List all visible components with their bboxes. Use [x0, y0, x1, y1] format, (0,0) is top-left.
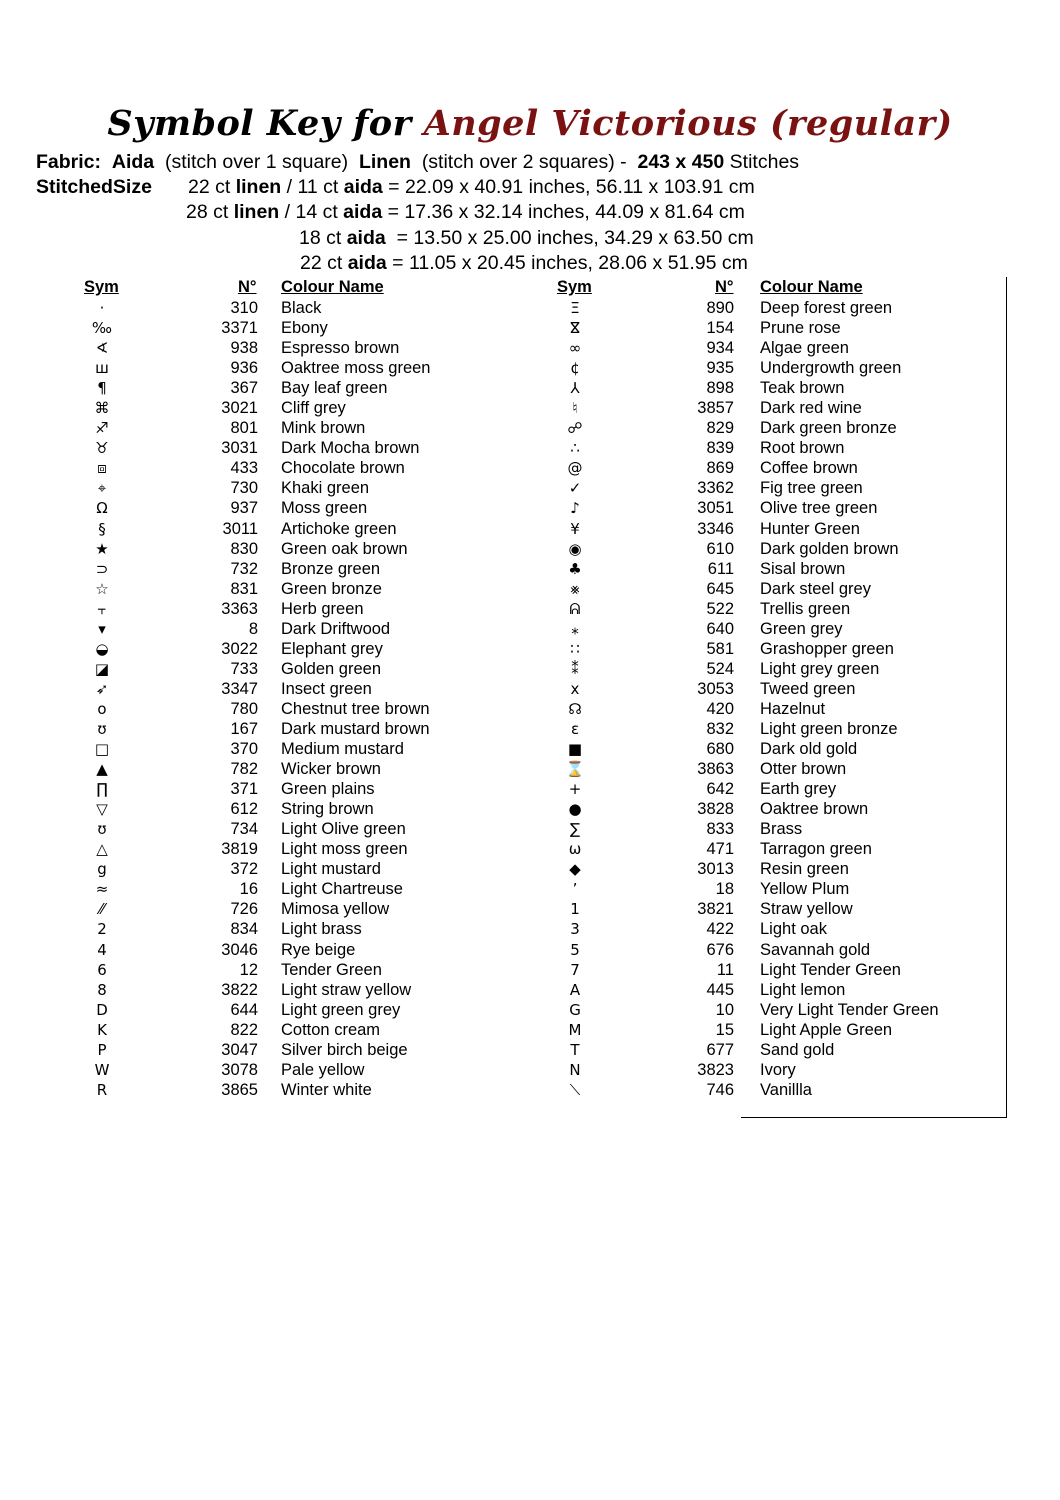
colour-name: Mimosa yellow [281, 900, 390, 919]
colour-name: Tender Green [281, 960, 382, 979]
colour-name: Cliff grey [281, 399, 346, 418]
size-text: = 22.09 x 40.91 inches, 56.11 x 103.91 cm [382, 176, 755, 198]
colour-name: Dark mustard brown [281, 719, 430, 738]
symbol-glyph: · [99, 299, 105, 317]
symbol-glyph: ∢ [95, 339, 109, 358]
size-text: = 17.36 x 32.14 inches, 44.09 x 81.64 cm [382, 201, 745, 223]
thread-number: 732 [230, 559, 258, 578]
thread-number: 422 [706, 920, 734, 939]
thread-number: 524 [706, 659, 734, 678]
colour-name: Dark steel grey [760, 579, 871, 598]
colour-name: Deep forest green [760, 299, 893, 317]
colour-name: Trellis green [760, 599, 851, 618]
colour-name: Resin green [760, 860, 849, 879]
thread-number: 734 [230, 820, 258, 839]
fabric-linen: Linen [358, 151, 411, 173]
colour-name: Grashopper green [760, 639, 894, 658]
symbol-glyph: ш [95, 359, 109, 378]
symbol-glyph: ⊃ [95, 559, 109, 578]
thread-number: 3047 [221, 1040, 258, 1059]
thread-number: 3828 [697, 800, 734, 819]
thread-number: 726 [230, 900, 258, 919]
colour-name: Chestnut tree brown [281, 699, 430, 718]
thread-number: 3051 [697, 499, 734, 518]
colour-name: Ivory [760, 1060, 796, 1079]
symbol-glyph: ʊ [97, 820, 107, 839]
symbol-glyph: R [96, 1080, 108, 1099]
thread-number: 938 [230, 339, 258, 358]
colour-name: Dark Driftwood [281, 619, 391, 638]
symbol-glyph: ⁄⁄ [99, 900, 105, 919]
thread-number: 16 [239, 880, 258, 899]
thread-number: 3046 [221, 940, 258, 959]
colour-name: Green grey [760, 619, 843, 638]
colour-name: Yellow Plum [760, 880, 850, 899]
symbol-glyph: D [96, 1000, 108, 1019]
colour-name: Hunter Green [760, 519, 860, 538]
fabric-label: Fabric: [36, 151, 102, 173]
thread-number: 522 [706, 599, 734, 618]
symbol-glyph: ⴵ [570, 319, 580, 338]
colour-name: Ebony [281, 319, 328, 338]
thread-number: 3857 [697, 399, 734, 418]
thread-number: 869 [706, 459, 734, 478]
thread-number: 3363 [221, 599, 258, 618]
stitched-size-line-2 [186, 200, 745, 224]
colour-name: Espresso brown [281, 339, 400, 358]
fabric-dims-suffix: Stitches [729, 151, 800, 173]
colour-name: Light straw yellow [281, 980, 412, 999]
size-text: / 11 ct [281, 176, 344, 198]
thread-number: 367 [230, 379, 258, 398]
symbol-glyph: ◆ [569, 860, 581, 879]
symbol-glyph: ⁑ [571, 659, 579, 678]
colour-name: Insect green [281, 679, 372, 698]
symbol-glyph: ♮ [572, 399, 578, 418]
colour-name: Light Olive green [281, 820, 406, 839]
colour-name: Dark green bronze [760, 419, 897, 438]
symbol-glyph: ♪ [570, 499, 580, 518]
thread-number: 310 [230, 299, 258, 317]
thread-number: 782 [230, 760, 258, 779]
size-text: 18 ct [299, 227, 347, 249]
symbol-glyph: g [97, 860, 107, 879]
thread-number: 676 [706, 940, 734, 959]
size-text: 28 ct [186, 201, 234, 223]
table-bottom-border [741, 1117, 1007, 1118]
colour-name: Herb green [281, 599, 364, 618]
thread-number: 3822 [221, 980, 258, 999]
colour-name: Oaktree moss green [281, 359, 431, 378]
colour-name: Artichoke green [281, 519, 397, 538]
colour-name: Light lemon [760, 980, 846, 999]
colour-name: Moss green [281, 499, 368, 518]
stitched-size-line-4 [300, 251, 748, 275]
symbol-glyph: ε [570, 719, 580, 738]
symbol-glyph: ⧈ [97, 459, 107, 478]
symbol-glyph: 4 [97, 940, 107, 959]
symbol-glyph: ⌖ [97, 479, 107, 498]
stitched-size-line-1 [36, 175, 755, 199]
thread-number: 471 [706, 840, 734, 859]
thread-number: 10 [715, 1000, 734, 1019]
header-num-right: N° [715, 278, 734, 296]
pattern-name: Angel Victorious (regular) [423, 103, 953, 144]
thread-number: 3053 [697, 679, 734, 698]
symbol-glyph: P [97, 1040, 107, 1059]
symbol-glyph: ★ [95, 539, 109, 558]
thread-number: 822 [230, 1020, 258, 1039]
thread-number: 834 [230, 920, 258, 939]
thread-number: 3021 [221, 399, 258, 418]
thread-number: 3821 [697, 900, 734, 919]
symbol-glyph: 1 [570, 900, 580, 919]
colour-name: Light brass [281, 920, 362, 939]
symbol-glyph: ¶ [97, 379, 107, 398]
symbol-glyph: + [568, 780, 582, 799]
colour-name: Light grey green [760, 659, 880, 678]
symbol-glyph: ☍ [567, 419, 583, 438]
thread-number: 839 [706, 439, 734, 458]
symbol-glyph: 5 [570, 940, 580, 959]
stitched-size-label: StitchedSize [36, 176, 152, 198]
symbol-glyph: ▽ [96, 800, 108, 819]
colour-name: Dark Mocha brown [281, 439, 420, 458]
size-fabric: linen [233, 201, 280, 223]
thread-number: 610 [706, 539, 734, 558]
thread-number: 730 [230, 479, 258, 498]
symbol-glyph: ➶ [95, 679, 109, 698]
symbol-glyph: 2 [97, 920, 107, 939]
thread-number: 3865 [221, 1080, 258, 1099]
title-prefix: Symbol Key for [107, 103, 412, 144]
size-fabric: aida [346, 227, 386, 249]
colour-name: Green bronze [281, 579, 382, 598]
header-num-left: N° [238, 278, 257, 296]
colour-name: Light green bronze [760, 719, 898, 738]
thread-number: 645 [706, 579, 734, 598]
size-text: = 11.05 x 20.45 inches, 28.06 x 51.95 cm [386, 252, 748, 274]
symbol-glyph: ¢ [570, 359, 580, 378]
thread-number: 3863 [697, 760, 734, 779]
symbol-glyph: @ [567, 459, 583, 478]
symbol-glyph: Ξ [570, 299, 580, 317]
thread-number: 371 [230, 780, 258, 799]
header-name-right: Colour Name [760, 278, 863, 296]
symbol-glyph: T [570, 1040, 580, 1059]
colour-name: Hazelnut [760, 699, 826, 718]
fabric-aida: Aida [111, 151, 155, 173]
thread-number: 11 [716, 960, 734, 979]
colour-name: Straw yellow [760, 900, 853, 919]
colour-name: Light moss green [281, 840, 408, 859]
colour-name: Very Light Tender Green [760, 1000, 939, 1019]
colour-name: Green plains [281, 780, 375, 799]
colour-name: Black [281, 299, 322, 317]
symbol-glyph: ⅄ [570, 379, 580, 398]
thread-number: 830 [230, 539, 258, 558]
symbol-glyph: ᕱ [569, 599, 581, 618]
symbol-glyph: ⌛ [565, 760, 585, 779]
colour-name: Savannah gold [760, 940, 871, 959]
colour-name: Vanillla [760, 1080, 812, 1099]
thread-number: 3011 [222, 519, 258, 538]
thread-number: 18 [715, 880, 734, 899]
thread-number: 3819 [221, 840, 258, 859]
thread-number: 3347 [221, 679, 258, 698]
fabric-linen-note: (stitch over 2 squares) - [421, 151, 627, 173]
symbol-glyph: ☊ [568, 699, 582, 718]
colour-name: Green oak brown [281, 539, 408, 558]
colour-name: Medium mustard [281, 740, 404, 759]
thread-number: 833 [706, 820, 734, 839]
thread-number: 8 [248, 619, 258, 638]
colour-name: Coffee brown [760, 459, 858, 478]
thread-number: 680 [706, 740, 734, 759]
thread-number: 611 [707, 559, 734, 578]
symbol-glyph: x [570, 679, 580, 698]
colour-name: Golden green [281, 659, 381, 678]
colour-name: Elephant grey [281, 639, 383, 658]
symbol-glyph: ω [568, 840, 582, 859]
thread-number: 370 [230, 740, 258, 759]
symbol-glyph: A [569, 980, 581, 999]
thread-number: 3371 [221, 319, 258, 338]
colour-name: Light green grey [281, 1000, 401, 1019]
thread-number: 3078 [221, 1060, 258, 1079]
symbol-glyph: Ω [96, 499, 108, 518]
symbol-glyph: ʊ [97, 719, 107, 738]
fabric-aida-note: (stitch over 1 square) [164, 151, 349, 173]
colour-name: Tweed green [760, 679, 856, 698]
symbol-glyph: ◪ [94, 659, 110, 678]
colour-name: Undergrowth green [760, 359, 902, 378]
thread-number: 890 [706, 299, 734, 317]
fabric-line [36, 150, 799, 174]
colour-name: Silver birch beige [281, 1040, 408, 1059]
thread-number: 746 [706, 1080, 734, 1099]
thread-number: 801 [230, 419, 258, 438]
colour-name: Chocolate brown [281, 459, 405, 478]
stitched-size-line-3 [299, 226, 754, 250]
thread-number: 780 [230, 699, 258, 718]
symbol-glyph: ∷ [570, 639, 580, 658]
symbol-glyph: ≈ [95, 880, 109, 899]
colour-name: Mink brown [281, 419, 366, 438]
symbol-glyph: ♐ [95, 419, 109, 438]
thread-number: 15 [715, 1020, 734, 1039]
thread-number: 934 [706, 339, 734, 358]
thread-number: 3031 [221, 439, 258, 458]
thread-number: 936 [230, 359, 258, 378]
thread-number: 372 [230, 860, 258, 879]
colour-name: Cotton cream [281, 1020, 381, 1039]
symbol-glyph: ¥ [570, 519, 580, 538]
symbol-glyph: 6 [97, 960, 107, 979]
colour-name: Earth grey [760, 780, 837, 799]
colour-name: Otter brown [760, 760, 847, 779]
thread-number: 3346 [697, 519, 734, 538]
colour-name: Light Apple Green [760, 1020, 893, 1039]
colour-name: Bronze green [281, 559, 381, 578]
thread-number: 831 [230, 579, 258, 598]
thread-number: 3013 [697, 860, 734, 879]
colour-name: Pale yellow [281, 1060, 365, 1079]
symbol-glyph: □ [94, 740, 110, 759]
symbol-glyph: ⌘ [94, 399, 110, 418]
symbol-glyph: K [97, 1020, 107, 1039]
symbol-glyph: ⁎ [571, 619, 579, 638]
symbol-glyph: W [94, 1060, 110, 1079]
symbol-glyph: 3 [570, 920, 580, 939]
symbol-glyph: ♣ [568, 559, 582, 578]
colour-name: Dark red wine [760, 399, 862, 418]
colour-name: Oaktree brown [760, 800, 869, 819]
thread-number: 832 [706, 719, 734, 738]
symbol-glyph: ▾ [98, 619, 106, 638]
colour-name: Prune rose [760, 319, 841, 338]
colour-name: Root brown [760, 439, 845, 458]
symbol-glyph: N [569, 1060, 581, 1079]
colour-name: Teak brown [760, 379, 845, 398]
symbol-glyph: △ [96, 840, 108, 859]
header-name-left: Colour Name [281, 278, 384, 296]
thread-number: 167 [230, 719, 258, 738]
thread-number: 642 [706, 780, 734, 799]
page-title [0, 103, 1060, 144]
symbol-glyph: ⨳ [570, 579, 580, 598]
colour-name: Khaki green [281, 479, 370, 498]
thread-number: 640 [706, 619, 734, 638]
symbol-glyph: ◉ [568, 539, 582, 558]
colour-name: Bay leaf green [281, 379, 388, 398]
symbol-glyph: ⫟ [97, 599, 107, 618]
colour-name: Dark golden brown [760, 539, 899, 558]
symbol-glyph: § [98, 519, 106, 538]
symbol-glyph: ● [568, 800, 582, 819]
colour-name: String brown [281, 800, 374, 819]
symbol-glyph: ◒ [95, 639, 109, 658]
symbol-glyph: ∞ [568, 339, 582, 358]
symbol-glyph: ‰ [91, 319, 113, 338]
symbol-glyph: ☆ [95, 579, 109, 598]
thread-number: 898 [706, 379, 734, 398]
thread-number: 644 [230, 1000, 258, 1019]
symbol-glyph: G [569, 1000, 581, 1019]
symbol-glyph: ∏ [96, 780, 108, 799]
symbol-glyph: ♉ [95, 439, 109, 458]
colour-name: Fig tree green [760, 479, 863, 498]
header-sym-left: Sym [84, 278, 119, 296]
thread-number: 677 [706, 1040, 734, 1059]
size-text: / 14 ct [279, 201, 344, 223]
colour-name: Dark old gold [760, 740, 858, 759]
size-text: 22 ct [188, 176, 236, 198]
thread-number: 935 [706, 359, 734, 378]
symbol-glyph: ∑ [569, 820, 581, 839]
colour-name: Sisal brown [760, 559, 846, 578]
thread-number: 154 [706, 319, 734, 338]
colour-name: Rye beige [281, 940, 356, 959]
table-right-border [1006, 277, 1007, 1117]
colour-name: Olive tree green [760, 499, 878, 518]
thread-number: 733 [230, 659, 258, 678]
header-sym-right: Sym [557, 278, 592, 296]
symbol-glyph: M [568, 1020, 582, 1039]
symbol-glyph: ■ [567, 740, 583, 759]
size-fabric: aida [347, 252, 387, 274]
size-text: 22 ct [300, 252, 348, 274]
colour-name: Light Chartreuse [281, 880, 403, 899]
thread-number: 12 [239, 960, 258, 979]
symbol-glyph: ∴ [570, 439, 580, 458]
thread-number: 612 [230, 800, 258, 819]
colour-name: Tarragon green [760, 840, 872, 859]
symbol-glyph: o [97, 699, 107, 718]
colour-name: Light Tender Green [760, 960, 901, 979]
thread-number: 3022 [221, 639, 258, 658]
size-fabric: aida [343, 201, 383, 223]
symbol-glyph: 7 [570, 960, 580, 979]
thread-number: 3823 [697, 1060, 734, 1079]
symbol-glyph: ⟍ [569, 1080, 581, 1099]
symbol-glyph: ٬ [572, 880, 578, 899]
colour-name: Sand gold [760, 1040, 835, 1059]
thread-number: 3362 [697, 479, 734, 498]
colour-name: Winter white [281, 1080, 372, 1099]
size-fabric: linen [235, 176, 282, 198]
symbol-glyph: ✓ [568, 479, 582, 498]
fabric-dims: 243 x 450 [637, 151, 725, 173]
symbol-glyph: ▲ [96, 760, 108, 779]
colour-name: Wicker brown [281, 760, 381, 779]
size-text: = 13.50 x 25.00 inches, 34.29 x 63.50 cm [385, 227, 754, 249]
colour-name: Brass [760, 820, 803, 839]
thread-number: 829 [706, 419, 734, 438]
colour-name: Light mustard [281, 860, 381, 879]
colour-name: Algae green [760, 339, 849, 358]
symbol-glyph: 8 [97, 980, 107, 999]
thread-number: 937 [230, 499, 258, 518]
thread-number: 445 [706, 980, 734, 999]
thread-number: 581 [706, 639, 734, 658]
thread-number: 433 [230, 459, 258, 478]
thread-number: 420 [706, 699, 734, 718]
colour-name: Light oak [760, 920, 827, 939]
size-fabric: aida [343, 176, 383, 198]
